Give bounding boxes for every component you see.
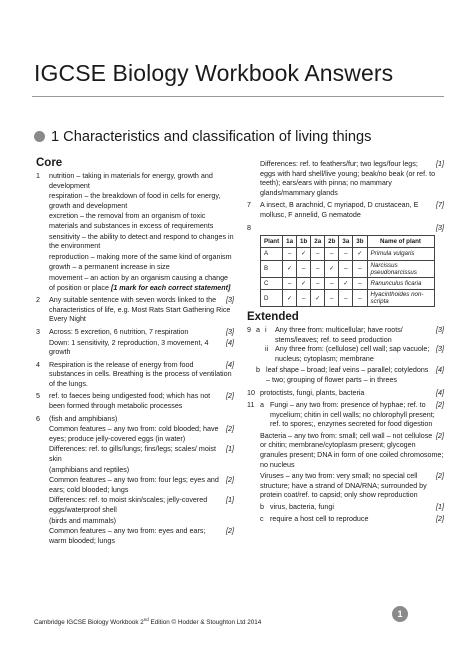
mark: [2] [226,425,234,434]
mark: [2] [226,392,234,401]
answer-part-a-i [256,326,444,345]
mark: [2] [436,401,444,410]
answer-viruses [260,472,444,501]
part-label: a [260,401,264,410]
answer-text: ref. to faeces being undigested food; which has not been formed through metabolic processes [49,392,211,411]
answer-line: growth – a permanent increase in size [49,263,170,272]
question-3 [36,328,234,358]
question-number: 11 [247,401,255,410]
answer-text: Differences: ref. to feathers/fur; two legs/four legs; eggs with hard shell/live young; beak/no beak (or ref. to teeth); ears/ears with pinna; no mammary glands/mammary glands [260,160,436,197]
left-column [36,172,234,549]
answer-text: Respiration is the release of energy from food substances in cells. Breathing is the process of ventilation of the lungs. [49,360,232,388]
column-header: 3a [339,235,353,248]
table-cell: – [353,277,367,290]
extended-heading: Extended [247,311,299,324]
answer-line: nutrition – taking in materials for energy, growth and development [49,172,213,190]
chapter-title: 1 Characteristics and classification of living things [51,129,372,145]
question-number: 10 [247,388,255,397]
answer-text: Any three from: multicellular; have roots/ stems/leaves; ref. to seed production [275,325,403,344]
plant-name-cell: Ranunculus ficaria [367,277,434,290]
table-cell: – [311,260,325,277]
table-cell: – [311,248,325,261]
answer-text: Viruses – any two from: very small; no special cell structure; have a strand of DNA/RNA; surrounded by protein coat/ref. to capsid; only show reproduction [260,472,427,500]
group-label: (amphibians and reptiles) [49,465,130,474]
column-header: 2b [325,235,339,248]
table-cell: ✓ [283,260,297,277]
marking-note: [1 mark for each correct statement] [110,283,231,292]
table-cell: – [297,290,311,307]
mark: [4] [226,338,234,347]
question-number: 2 [36,296,40,305]
chapter-heading [34,129,371,145]
answer-line: sensitivity – the ability to detect and respond to changes in the environment [49,232,234,251]
column-header: Name of plant [367,235,434,248]
table-cell: B [261,260,283,277]
answer-text: protoctists, fungi, plants, bacteria [260,388,365,397]
answer-line: reproduction – making more of the same kind of organism [49,252,232,261]
question-number: 6 [36,414,40,423]
answer-text: require a host cell to reproduce [270,514,369,523]
table-cell: – [353,290,367,307]
mark: [3] [226,296,234,305]
mark: [2] [226,527,234,536]
answer-text: Across: 5 excretion, 6 nutrition, 7 respiration [49,327,189,336]
answer-text: Bacteria – any two from: small; cell wall – not cellulose or chitin; membrane/cytoplasm present; glycogen granules present; DNA in form of one coiled chromosome; no nucleus [260,431,444,469]
question-number: 7 [247,201,251,210]
question-number: 8 [247,223,251,232]
question-number: 1 [36,172,40,180]
mark: [2] [436,514,444,523]
table-cell: ✓ [297,277,311,290]
table-row [261,260,435,277]
mark: [7] [436,201,444,210]
answer-line [49,361,234,390]
answer-text: Common features – any two from: four legs; eyes and ears; cold blooded; lungs [49,476,219,494]
answer-text: Differences: ref. to gills/lungs; fins/legs; scales/ moist skin [49,445,216,464]
table-cell: – [311,277,325,290]
table-cell: ✓ [311,290,325,307]
answer-part-b [260,503,444,513]
question-7 [247,201,444,220]
part-label: c [260,514,264,523]
column-header: Plant [261,235,283,248]
table-cell: ✓ [297,248,311,261]
table-cell: – [339,290,353,307]
answer-text: Any suitable sentence with seven words linked to the characteristics of life, e.g. Most Rats Start Gathering Rice Every Night [49,296,231,324]
question-10 [247,389,444,399]
answer-text: Differences: ref. to moist skin/scales; jelly-covered eggs/waterproof shell [49,496,208,514]
table-cell: – [297,260,311,277]
question-number: 5 [36,392,40,401]
answer-line [49,445,234,464]
mark: [4] [436,388,444,397]
answer-line [49,496,234,515]
table-cell: – [325,290,339,307]
answer-line [49,328,234,338]
mark: [1] [226,496,234,505]
answer-line [49,527,234,546]
mark: [3] [436,223,444,232]
table-cell: A [261,248,283,261]
question-2 [36,296,234,325]
mark: [2] [436,472,444,481]
table-cell: – [339,248,353,261]
answer-line [49,392,234,411]
page-number: 1 [392,606,408,622]
footer-text: Cambridge IGCSE Biology Workbook 2 [34,619,144,627]
answer-bacteria [260,432,444,470]
answer-text: Fungi – any two from: presence of hyphae; ref. to mycelium; chitin in cell walls; no chlorophyll present; ref. to spores;, enzymes secreted for food digestion [270,401,435,429]
column-header: 2a [311,235,325,248]
answer-line [49,339,234,358]
mark: [4] [436,366,444,375]
question-4 [36,361,234,390]
answer-text: Common features – any two from: cold blooded; have eyes; produce jelly-covered eggs (in water) [49,425,219,443]
answer-line [260,201,444,220]
group-label: (fish and amphibians) [49,414,118,423]
plant-name-cell: Primula vulgaris [367,248,434,261]
question-number: 3 [36,327,40,336]
footer-text-rest: Edition © Hodder & Stoughton Ltd 2014 [148,619,262,627]
answer-part-c [260,515,444,525]
table-cell: – [325,277,339,290]
table-cell: ✓ [283,290,297,307]
column-header: 1b [297,235,311,248]
mark: [1] [436,160,444,168]
page-footer [34,617,261,626]
table-cell: – [325,248,339,261]
mark: [3] [226,327,234,336]
question-11 [247,401,444,524]
table-row [261,290,435,307]
table-cell: – [283,277,297,290]
answer-part-a-ii [256,345,444,364]
answer-text: Any three from: (cellulose) cell wall; sap vacuole; nucleus; cytoplasm; membrane [275,345,430,363]
answer-line [49,425,234,444]
plant-name-cell: Narcissus pseudonarcissus [367,260,434,277]
part-label: ii [265,345,269,354]
table-row [261,277,435,290]
answer-line: respiration – the breakdown of food in cells for energy, growth and development [49,192,221,210]
question-8 [247,224,444,308]
question-6 [36,415,234,547]
right-column [247,160,444,527]
answer-text: Common features – any two from: eyes and ears; warm blooded; lungs [49,527,206,545]
mark: [3] [436,345,444,354]
answer-text: leaf shape – broad; leaf veins – parallel; cotyledons – two; grouping of flower parts – in threes [266,366,429,384]
part-label: b [256,366,260,375]
table-cell: – [353,260,367,277]
table-header-row [261,235,435,248]
answer-text: A insect, B arachnid, C myriapod, D crustacean, E mollusc, F annelid, G nematode [260,201,419,219]
answer-text: Down: 1 sensitivity, 2 reproduction, 3 movement, 4 growth [49,338,209,357]
answer-line [49,274,234,293]
core-heading: Core [36,157,63,169]
answer-text: movement – an action by an organism causing a change of position or place [49,273,229,292]
question-number: 9 [247,325,251,334]
plant-key-table [260,235,435,308]
question-number: 4 [36,360,40,369]
answer-line [49,296,234,325]
mark: [2] [226,476,234,485]
mark: [1] [436,503,444,512]
part-label: i [265,325,267,334]
question-1 [36,172,234,293]
table-cell: – [339,260,353,277]
mark: [4] [226,360,234,369]
page-title: IGCSE Biology Workbook Answers [34,60,394,86]
group-label: (birds and mammals) [49,516,117,525]
answer-part-b [256,366,444,385]
answer-part-a [260,401,444,430]
column-header: 3b [353,235,367,248]
bullet-dot-icon [34,131,45,142]
table-row [261,248,435,261]
plant-name-cell: Hyacinthoides non-scripta [367,290,434,307]
mark: [2] [436,431,444,440]
answer-line: excretion – the removal from an organism of toxic materials and substances in excess of requirements [49,212,214,230]
question-6-continued [247,160,444,198]
question-5 [36,392,234,411]
part-label: b [260,503,264,512]
table-cell: – [283,248,297,261]
part-label: a [256,325,260,334]
mark: [1] [226,445,234,454]
answer-text: virus, bacteria, fungi [270,503,334,512]
answer-line [49,476,234,495]
mark: [3] [436,325,444,334]
footer-superscript: nd [143,617,149,622]
question-9 [247,326,444,386]
column-header: 1a [283,235,297,248]
table-cell: ✓ [325,260,339,277]
answer-line [260,160,444,198]
title-rule [32,96,444,97]
table-cell: ✓ [339,277,353,290]
table-cell: ✓ [353,248,367,261]
table-cell: D [261,290,283,307]
table-cell: C [261,277,283,290]
